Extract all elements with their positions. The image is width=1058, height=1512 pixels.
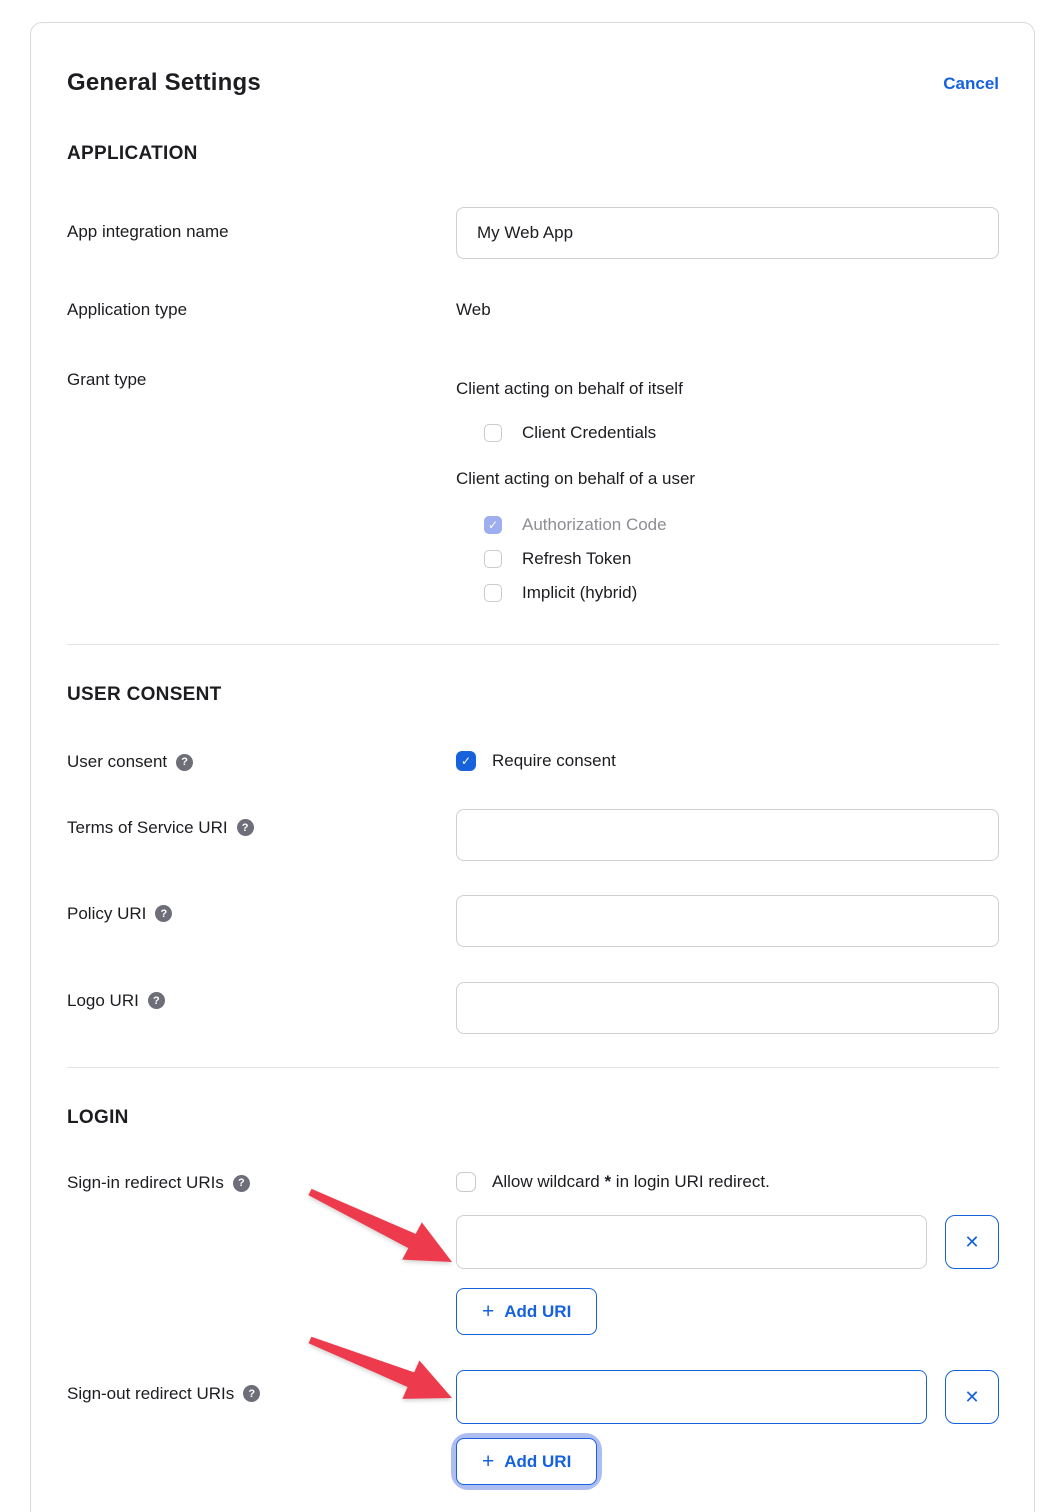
help-icon[interactable]: ? <box>155 905 172 922</box>
add-uri-label: Add URI <box>504 1301 572 1321</box>
tos-uri-label: Terms of Service URI <box>67 818 228 837</box>
login-section-heading: LOGIN <box>67 1107 129 1128</box>
user-consent-label: User consent <box>67 752 168 771</box>
app-type-row <box>67 299 999 321</box>
signin-uri-line <box>456 1215 999 1269</box>
signin-uris-row <box>67 1172 999 1194</box>
tos-label-col <box>67 809 456 839</box>
plus-icon: + <box>482 1450 495 1473</box>
grant-type-label-col <box>67 369 456 391</box>
allow-wildcard-label: Allow wildcard * in login URI redirect. <box>492 1172 770 1191</box>
client-credentials-label: Client Credentials <box>522 423 657 442</box>
grant-type-row <box>67 369 999 603</box>
refresh-token-option[interactable] <box>456 549 999 569</box>
signin-uri-input[interactable] <box>456 1215 927 1269</box>
client-credentials-option[interactable] <box>456 423 999 443</box>
allow-wildcard-checkbox[interactable] <box>456 1172 476 1192</box>
tos-uri-row <box>67 809 999 861</box>
plus-icon: + <box>482 1300 495 1323</box>
cancel-button[interactable]: Cancel <box>943 74 999 93</box>
help-icon[interactable]: ? <box>237 819 254 836</box>
wildcard-star: * <box>604 1172 612 1191</box>
client-credentials-checkbox[interactable] <box>484 424 502 442</box>
allow-wildcard-option[interactable] <box>456 1172 999 1192</box>
app-name-input[interactable] <box>456 207 999 259</box>
authorization-code-label: Authorization Code <box>522 515 667 534</box>
refresh-token-label: Refresh Token <box>522 549 632 568</box>
help-icon[interactable]: ? <box>176 754 193 771</box>
authorization-code-checkbox <box>484 516 502 534</box>
refresh-token-checkbox[interactable] <box>484 550 502 568</box>
remove-signout-uri-button[interactable] <box>945 1370 999 1424</box>
app-name-label: App integration name <box>67 222 229 241</box>
close-icon: ✕ <box>964 1386 980 1407</box>
signin-control <box>456 1172 999 1192</box>
policy-uri-row <box>67 895 999 947</box>
help-icon[interactable]: ? <box>148 992 165 1009</box>
red-arrow-annotation-signout <box>306 1334 456 1406</box>
close-icon: ✕ <box>964 1231 980 1252</box>
focus-ring <box>456 1438 597 1485</box>
grant-type-control <box>456 369 999 603</box>
user-consent-label-col <box>67 751 456 773</box>
app-name-row <box>67 207 999 259</box>
user-consent-section-heading: USER CONSENT <box>67 684 222 705</box>
logo-uri-input[interactable] <box>456 982 999 1034</box>
app-type-control <box>456 299 999 321</box>
check-icon: ✓ <box>460 754 472 768</box>
logo-uri-label: Logo URI <box>67 991 139 1010</box>
require-consent-option[interactable] <box>456 751 999 771</box>
signout-uri-input[interactable] <box>456 1370 927 1424</box>
logo-control <box>456 982 999 1034</box>
logo-uri-row <box>67 982 999 1034</box>
require-consent-checkbox[interactable] <box>456 751 476 771</box>
help-icon[interactable]: ? <box>243 1385 260 1402</box>
red-arrow-annotation-signin <box>306 1186 456 1270</box>
policy-uri-input[interactable] <box>456 895 999 947</box>
app-name-control <box>456 207 999 259</box>
signin-uris-label: Sign-in redirect URIs <box>67 1173 224 1192</box>
card-header <box>67 69 999 99</box>
signout-add-uri-row <box>67 1438 999 1485</box>
signin-add-uri-col <box>456 1288 999 1335</box>
grant-group2-label: Client acting on behalf of a user <box>456 469 696 488</box>
add-signin-uri-button[interactable] <box>456 1288 597 1335</box>
implicit-hybrid-label: Implicit (hybrid) <box>522 583 638 602</box>
user-consent-control <box>456 751 999 771</box>
policy-control <box>456 895 999 947</box>
page-title: General Settings <box>67 69 261 96</box>
application-section-heading: APPLICATION <box>67 143 198 164</box>
check-icon: ✓ <box>487 518 499 532</box>
signout-uri-line <box>456 1370 999 1424</box>
tos-uri-input[interactable] <box>456 809 999 861</box>
implicit-hybrid-option[interactable] <box>456 583 999 603</box>
app-name-label-col <box>67 207 456 243</box>
add-uri-label: Add URI <box>504 1451 572 1471</box>
authorization-code-option <box>456 515 999 535</box>
implicit-hybrid-checkbox[interactable] <box>484 584 502 602</box>
app-type-label-col <box>67 299 456 321</box>
signout-add-uri-col <box>456 1438 999 1485</box>
section-divider <box>67 1067 999 1068</box>
require-consent-label: Require consent <box>492 751 616 770</box>
user-consent-row <box>67 751 999 773</box>
signout-uris-row <box>67 1370 999 1424</box>
settings-card <box>30 22 1035 1512</box>
tos-control <box>456 809 999 861</box>
help-icon[interactable]: ? <box>233 1175 250 1192</box>
signin-add-uri-row <box>67 1288 999 1335</box>
add-signout-uri-button[interactable] <box>456 1438 597 1485</box>
remove-signin-uri-button[interactable] <box>945 1215 999 1269</box>
signin-uri-input-row <box>67 1215 999 1269</box>
app-type-label: Application type <box>67 300 188 319</box>
grant-type-label: Grant type <box>67 370 147 389</box>
policy-uri-label: Policy URI <box>67 904 147 923</box>
signout-uris-label: Sign-out redirect URIs <box>67 1384 235 1403</box>
grant-group1-label: Client acting on behalf of itself <box>456 379 683 398</box>
section-divider <box>67 644 999 645</box>
logo-label-col <box>67 982 456 1012</box>
app-type-value: Web <box>456 300 491 319</box>
policy-label-col <box>67 895 456 925</box>
